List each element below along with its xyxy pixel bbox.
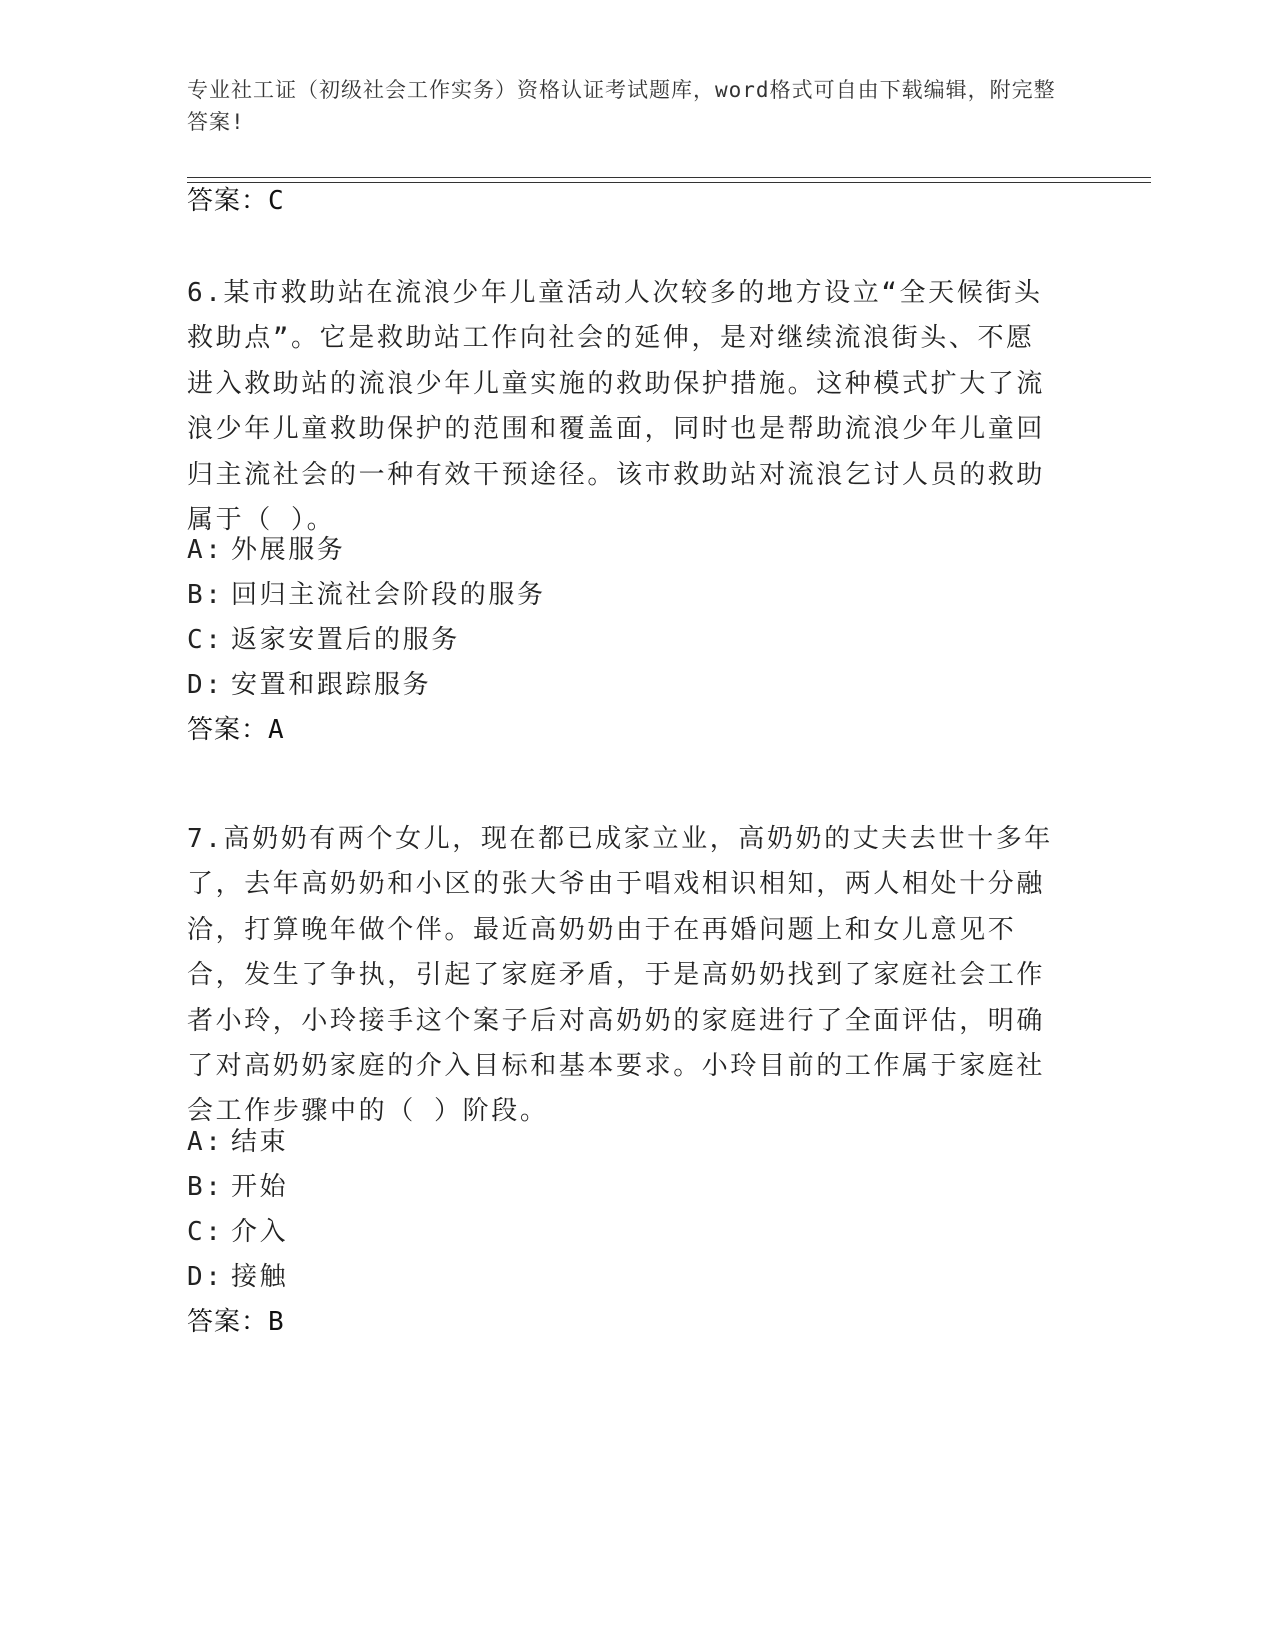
answer-q7 [187,1302,285,1342]
answer-label: 答案： [187,715,269,745]
option-letter: A: [187,1127,224,1157]
answer-q6 [187,710,285,750]
answer-prev [187,181,285,221]
option-letter: D: [187,670,224,700]
question-6-option-a [187,530,345,570]
question-6-stem: 6.某市救助站在流浪少年儿童活动人次较多的地方设立“全天候街头救助点”。它是救助站工作向社会的延伸，是对继续流浪街头、不愿进入救助站的流浪少年儿童实施的救助保护措施。这种模式扩大了流浪少年儿童救助保护的范围和覆盖面，同时也是帮助流浪少年儿童回归主流社会的一种有效干预途径。该市救助站对流浪乞讨人员的救助属于（ ）。 [187,278,1046,536]
answer-value: A [268,715,285,745]
question-7-option-b [187,1167,288,1207]
option-text: 接触 [231,1262,289,1292]
question-6-option-c [187,620,460,660]
option-text: 回归主流社会阶段的服务 [231,580,546,610]
option-letter: A: [187,535,224,565]
option-text: 外展服务 [231,535,346,565]
question-7-stem: 7.高奶奶有两个女儿，现在都已成家立业，高奶奶的丈夫去世十多年了，去年高奶奶和小区的张大爷由于唱戏相识相知，两人相处十分融洽，打算晚年做个伴。最近高奶奶由于在再婚问题上和女儿意见不合，发生了争执，引起了家庭矛盾，于是高奶奶找到了家庭社会工作者小玲，小玲接手这个案子后对高奶奶的家庭进行了全面评估，明确了对高奶奶家庭的介入目标和基本要求。小玲目前的工作属于家庭社会工作步骤中的（ ）阶段。 [187,824,1053,1127]
answer-value: B [268,1307,285,1337]
question-6-option-b [187,575,546,615]
option-text: 介入 [231,1217,289,1247]
answer-label: 答案： [187,1307,269,1337]
option-text: 开始 [231,1172,289,1202]
option-text: 结束 [231,1127,289,1157]
option-text: 安置和跟踪服务 [231,670,432,700]
question-7-option-a [187,1122,288,1162]
option-text: 返家安置后的服务 [231,625,460,655]
question-7-option-d [187,1257,288,1297]
page-header-text: 专业社工证（初级社会工作实务）资格认证考试题库，word格式可自由下载编辑，附完整答案! [187,78,1056,134]
option-letter: C: [187,625,224,655]
header-divider [187,177,1151,183]
answer-label: 答案： [187,186,269,216]
question-7-option-c [187,1212,288,1252]
option-letter: C: [187,1217,224,1247]
question-6-option-d [187,665,431,705]
option-letter: D: [187,1262,224,1292]
option-letter: B: [187,1172,224,1202]
answer-value: C [268,186,285,216]
option-letter: B: [187,580,224,610]
